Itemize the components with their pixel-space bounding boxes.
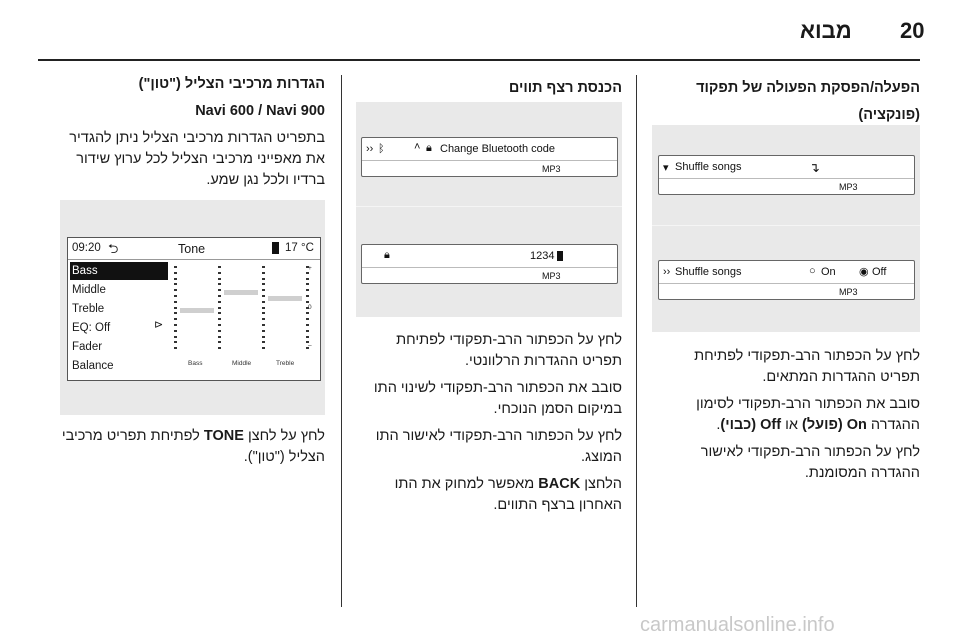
page-number: 20 <box>900 18 925 43</box>
column-left-subtitle: Navi 600 / Navi 900 <box>195 103 325 119</box>
minus-label: – <box>308 342 312 349</box>
tone-description: בתפריט הגדרות מרכיבי הצליל ניתן להגדיר את מאפייני מרכיבי הצליל לכל ערוץ שידור ברדיו ולכל נגן שמע. <box>69 130 325 188</box>
eq-scale-dot <box>218 307 221 309</box>
column-middle <box>356 78 622 105</box>
code-value: 1234 <box>530 250 555 262</box>
eq-scale-dot <box>262 266 265 268</box>
double-chevron-icon: ›› <box>663 266 671 278</box>
eq-scale-dot <box>218 278 221 280</box>
source-label: MP3 <box>542 164 561 174</box>
eq-scale-dot <box>262 289 265 291</box>
eq-scale-dot <box>306 330 309 332</box>
eq-scale-dot <box>218 330 221 332</box>
tone-screen <box>67 237 321 381</box>
instruction-confirm: לחץ על הכפתור הרב-תפקודי לאישור ההגדרה המסומנת. <box>700 444 920 481</box>
eq-scale-dot <box>262 272 265 274</box>
clock: 09:20 <box>72 242 101 254</box>
eq-scale-dot <box>174 324 177 326</box>
eq-scale-dot <box>262 336 265 338</box>
column-divider-right <box>636 75 637 607</box>
shuffle-label: Shuffle songs <box>675 161 742 173</box>
shuffle-figure <box>652 125 920 332</box>
eq-scale-dot <box>174 312 177 314</box>
eq-scale-dot <box>306 272 309 274</box>
header-rule <box>38 59 920 61</box>
eq-scale-dot <box>306 283 309 285</box>
eq-scale-dot <box>174 347 177 349</box>
instruction-open-menu: לחץ על הכפתור הרב-תפקודי לפתיחת תפריט ההגדרות הרלוונטי. <box>396 332 622 369</box>
plus-label: + <box>308 265 312 272</box>
bluetooth-code-panel <box>361 137 618 177</box>
tone-menu-item[interactable]: EQ: Off <box>72 322 111 334</box>
lock-icon: 🔒︎ <box>426 142 432 154</box>
bluetooth-icon: ᛒ <box>378 143 385 155</box>
eq-scale-dot <box>262 347 265 349</box>
section-title: מבוא <box>800 18 852 43</box>
double-chevron-icon: ›› <box>366 143 374 155</box>
instruction-back: הלחצן BACK מאפשר למחוק את התו האחרון ברצף התווים. <box>394 476 622 513</box>
source-label: MP3 <box>839 182 858 192</box>
eq-scale-dot <box>262 341 265 343</box>
tone-figure <box>60 200 325 415</box>
eq-scale-dot <box>262 295 265 297</box>
eq-slider-treble <box>268 296 302 301</box>
source-label: MP3 <box>542 271 561 281</box>
eq-scale-dot <box>306 324 309 326</box>
tone-menu-item[interactable]: Middle <box>72 284 106 296</box>
eq-scale-dot <box>218 318 221 320</box>
eq-scale-dot <box>306 289 309 291</box>
eq-scale-dot <box>174 341 177 343</box>
instruction-tone: לחץ על לחצן TONE לפתיחת תפריט מרכיבי הצליל ("טון"). <box>61 428 325 465</box>
eq-scale-dot <box>306 336 309 338</box>
shuffle-arrow-icon: ↴ <box>809 160 820 175</box>
eq-scale-dot <box>218 289 221 291</box>
eq-label-treble: Treble <box>276 360 295 367</box>
eq-scale-dot <box>174 336 177 338</box>
eq-scale-dot <box>306 301 309 303</box>
column-middle-body <box>356 330 622 522</box>
eq-scale-dot <box>306 295 309 297</box>
eq-slider-bass <box>180 308 214 313</box>
eq-scale-dot <box>174 295 177 297</box>
column-left-body <box>60 426 325 474</box>
eq-scale-dot <box>174 272 177 274</box>
back-icon: ⮌ <box>108 241 119 256</box>
lock-icon: 🔒︎ <box>384 249 390 261</box>
eq-scale-dot <box>262 283 265 285</box>
watermark: carmanualsonline.info <box>640 614 835 636</box>
submenu-arrow-icon: ⊳ <box>154 319 164 331</box>
column-right-title: הפעלה/הפסקת הפעולה של תפקוד <box>696 80 920 96</box>
column-right <box>652 78 920 132</box>
tone-menu-item[interactable]: Treble <box>72 303 105 315</box>
cursor-icon <box>557 251 563 261</box>
eq-scale-dot <box>174 289 177 291</box>
eq-label-middle: Middle <box>232 360 252 367</box>
eq-scale-dot <box>174 330 177 332</box>
column-right-body <box>652 346 920 490</box>
eq-scale-dot <box>262 307 265 309</box>
eq-scale-column <box>262 266 265 350</box>
tone-menu-item[interactable]: Bass <box>70 262 168 280</box>
eq-scale-dot <box>218 312 221 314</box>
eq-scale-column <box>218 266 221 350</box>
eq-scale-dot <box>174 283 177 285</box>
eq-slider-middle <box>224 290 258 295</box>
column-left-title: הגדרות מרכיבי הצליל ("טון") <box>138 76 325 92</box>
shuffle-label: Shuffle songs <box>675 266 742 278</box>
eq-scale-dot <box>306 278 309 280</box>
instruction-change-char: סובב את הכפתור הרב-תפקודי לשינוי התו במיקום הסמן הנוכחי. <box>373 380 622 417</box>
tone-menu-item[interactable]: Fader <box>72 341 103 353</box>
signal-icon: ˄ <box>414 141 421 153</box>
column-divider-left <box>341 75 342 607</box>
eq-scale-dot <box>306 318 309 320</box>
zero-label: 0 <box>308 304 312 311</box>
temperature: 17 °C <box>285 242 314 254</box>
eq-scale-dot <box>174 278 177 280</box>
instruction-confirm-char: לחץ על הכפתור הרב-תפקודי לאישור התו המוצג. <box>375 428 622 465</box>
eq-scale-dot <box>174 307 177 309</box>
tone-title: Tone <box>178 242 206 256</box>
eq-scale-dot <box>262 301 265 303</box>
eq-scale-dot <box>218 266 221 268</box>
shuffle-panel-closed <box>658 155 915 195</box>
eq-scale-dot <box>218 324 221 326</box>
eq-scale-dot <box>174 266 177 268</box>
eq-scale-dot <box>218 341 221 343</box>
column-right-title-2: (פונקציה) <box>858 107 920 123</box>
eq-scale-dot <box>262 318 265 320</box>
eq-scale-dot <box>174 318 177 320</box>
eq-scale-column <box>174 266 177 350</box>
code-entry-figure <box>356 102 622 317</box>
page-header <box>0 0 960 58</box>
option-off: Off <box>872 266 887 278</box>
change-code-label: Change Bluetooth code <box>440 143 555 155</box>
eq-scale-dot <box>262 312 265 314</box>
eq-scale-dot <box>218 272 221 274</box>
instruction-open-menu: לחץ על הכפתור הרב-תפקודי לפתיחת תפריט ההגדרות המתאים. <box>694 348 920 385</box>
eq-scale-dot <box>218 336 221 338</box>
radio-on-icon: ○ <box>809 265 816 277</box>
eq-scale-dot <box>218 283 221 285</box>
instruction-select: סובב את הכפתור הרב-תפקודי לסימון ההגדרה On (פועל) או Off (כבוי). <box>696 396 920 433</box>
eq-scale-dot <box>262 278 265 280</box>
eq-label-bass: Bass <box>188 360 203 367</box>
shuffle-panel-open <box>658 260 915 300</box>
eq-scale-dot <box>218 295 221 297</box>
eq-scale-dot <box>262 330 265 332</box>
eq-scale-dot <box>262 324 265 326</box>
option-on: On <box>821 266 836 278</box>
radio-off-selected-icon: ◉ <box>859 266 869 278</box>
tone-menu-item[interactable]: Balance <box>72 360 114 372</box>
code-entry-panel <box>361 244 618 284</box>
eq-scale-dot <box>218 301 221 303</box>
eq-scale-dot <box>218 347 221 349</box>
source-label: MP3 <box>839 287 858 297</box>
column-left <box>60 74 325 197</box>
eq-scale-dot <box>174 301 177 303</box>
phone-icon <box>272 242 279 254</box>
chevron-down-icon: ▾ <box>663 162 669 174</box>
column-middle-title: הכנסת רצף תווים <box>508 80 622 96</box>
eq-scale-dot <box>306 312 309 314</box>
